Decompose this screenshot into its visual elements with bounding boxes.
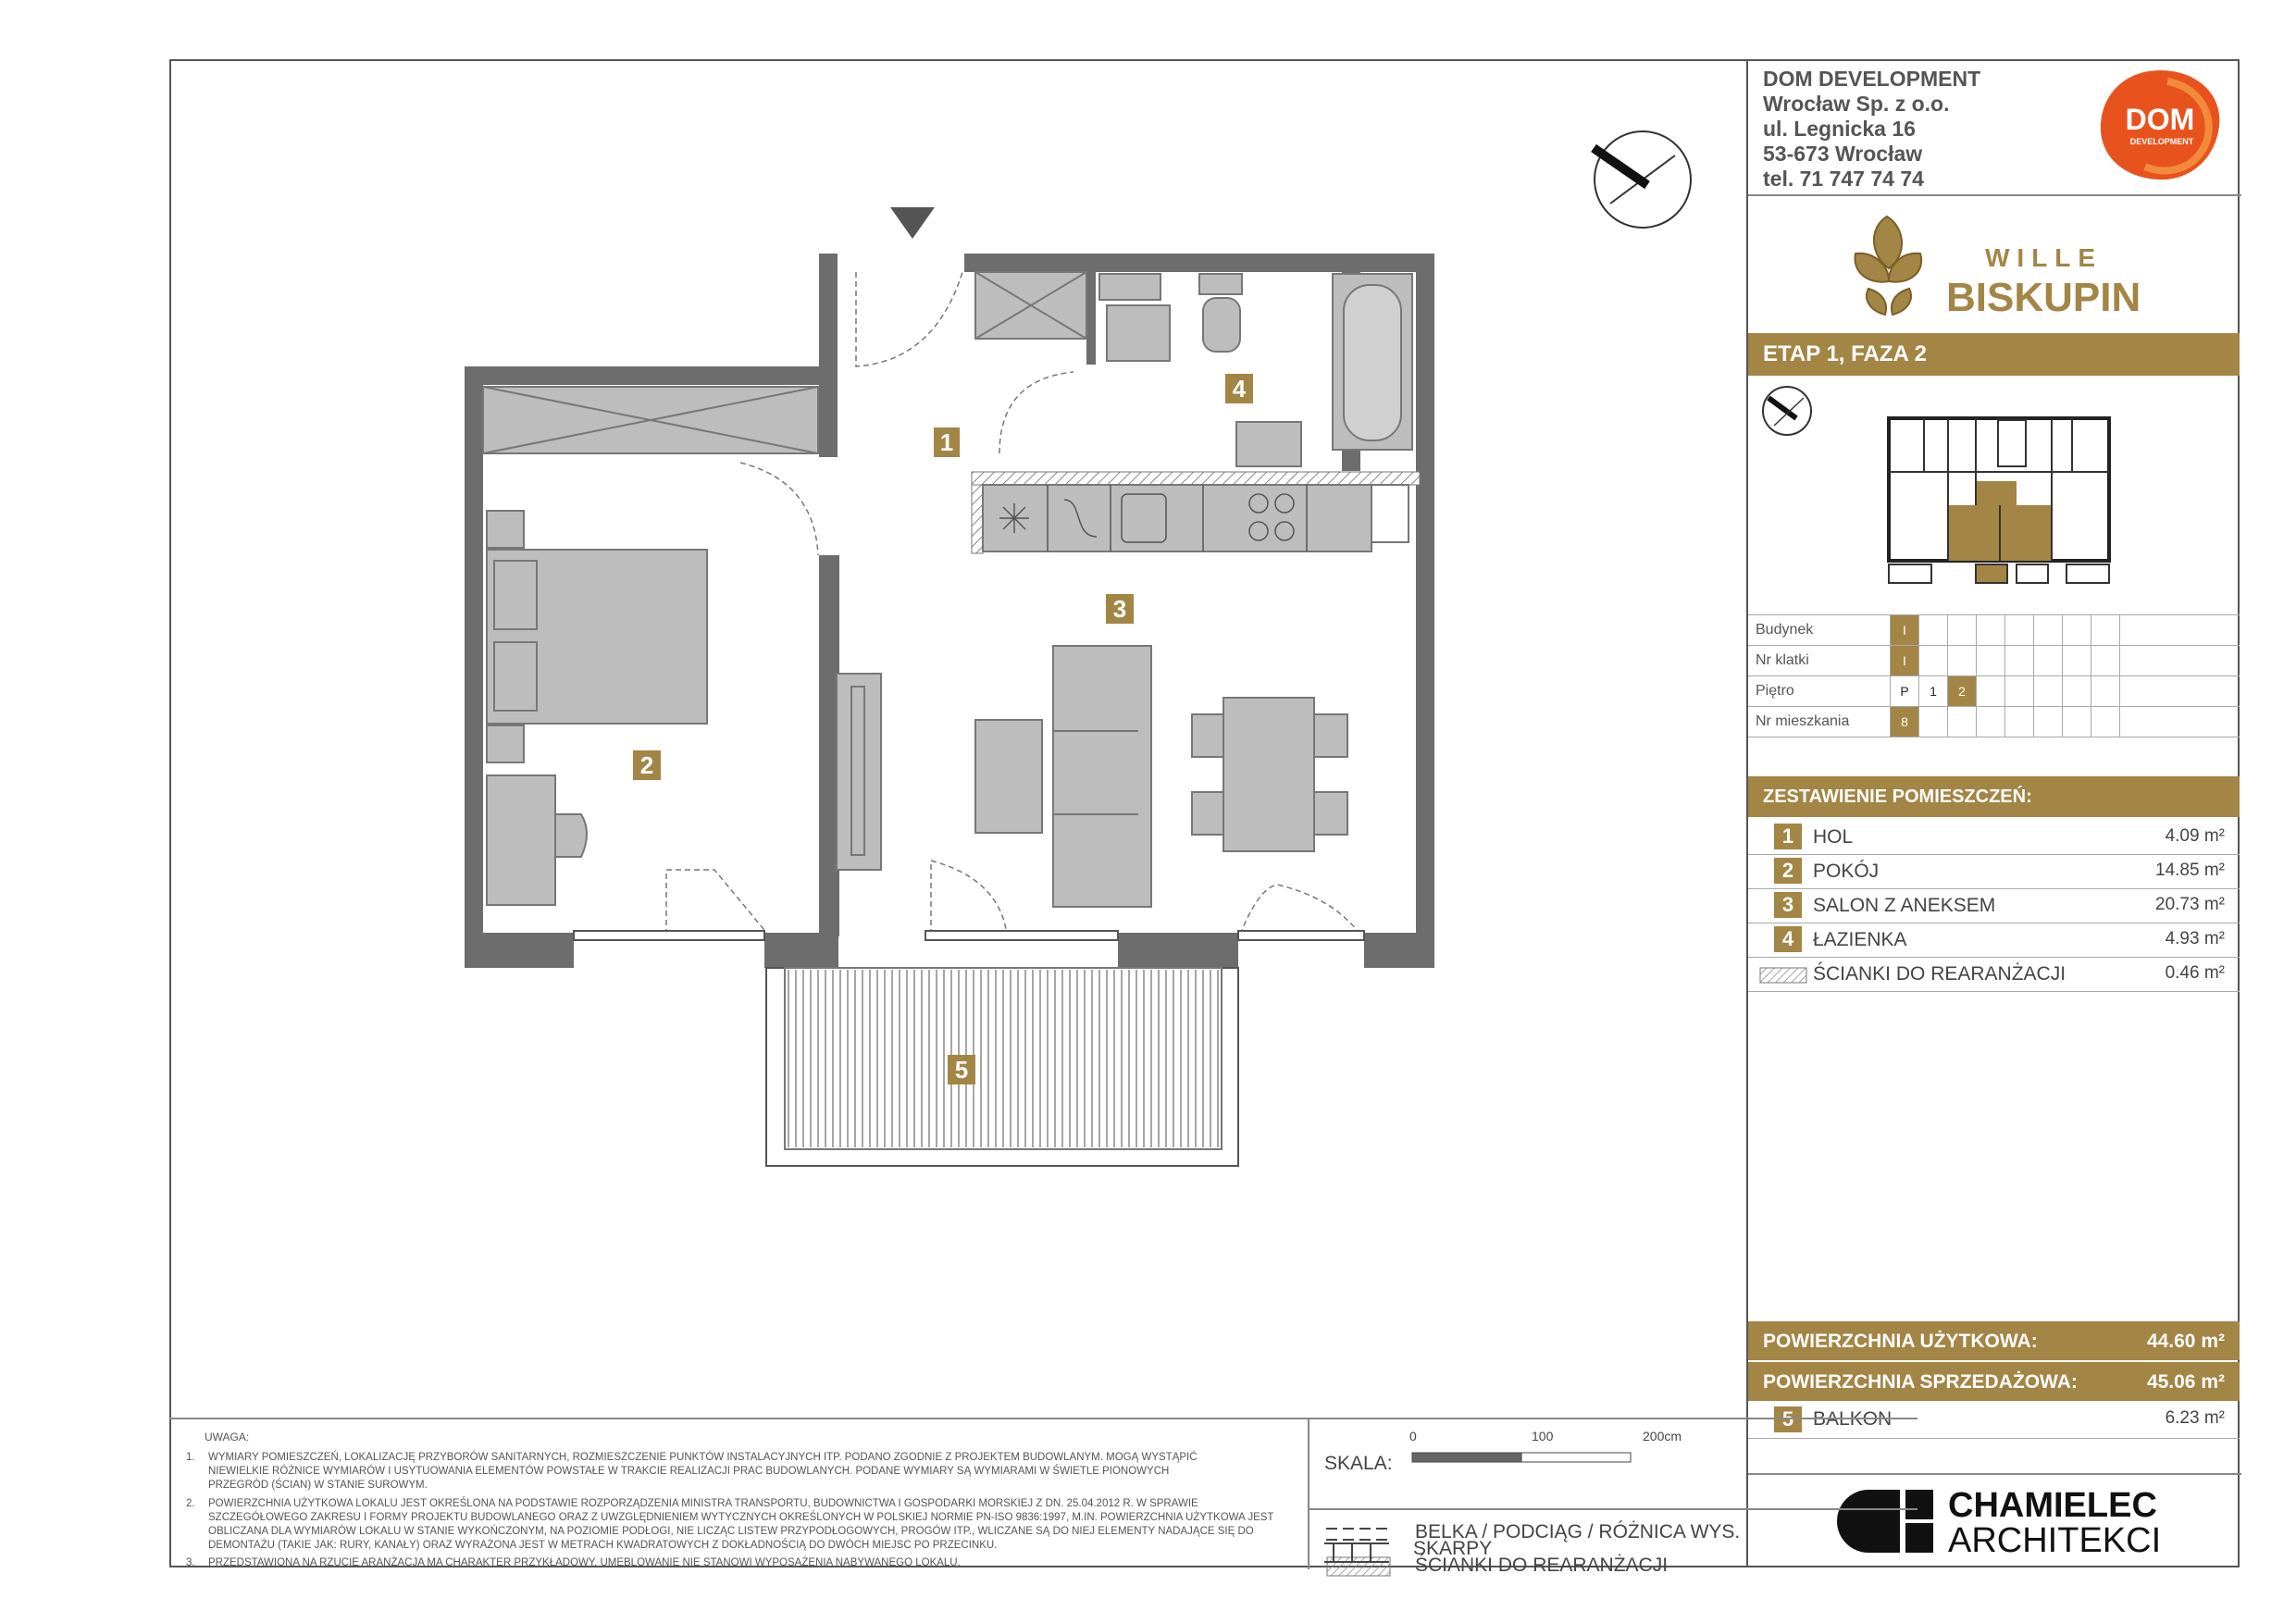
room-number: 4 — [1774, 926, 1802, 952]
unit-info-cell — [2091, 615, 2119, 645]
unit-info-cell — [1918, 615, 1947, 645]
scale-label: SKALA: — [1324, 1453, 1393, 1474]
room-area: 4.09 m² — [2165, 826, 2225, 846]
svg-text:4: 4 — [1232, 375, 1247, 403]
room-number: 5 — [1774, 1406, 1802, 1432]
svg-text:WILLE: WILLE — [1985, 243, 2104, 272]
room-number: 1 — [1774, 824, 1802, 849]
unit-info-cell — [2091, 646, 2119, 675]
room-badge-2 — [633, 750, 661, 780]
unit-info-cell — [1947, 707, 1976, 737]
balcony-label: BALKON — [1813, 1408, 1893, 1430]
unit-info-cell: 1 — [1918, 676, 1947, 706]
scale-tick-0: 0 — [1409, 1429, 1417, 1443]
room-row — [1748, 889, 2240, 923]
unit-info-cell — [2091, 676, 2119, 706]
living-furniture — [837, 646, 1347, 907]
building-key-plan — [1887, 416, 2111, 594]
windows — [574, 931, 1364, 940]
unit-info-cell: P — [1890, 676, 1918, 706]
partitions-name: ŚCIANKI DO REARANŻACJI — [1813, 963, 2066, 985]
balcony-row — [1748, 1403, 2240, 1439]
unit-info-cell: 2 — [1947, 676, 1976, 706]
room-number: 3 — [1774, 892, 1802, 918]
bathroom-fixtures — [1099, 274, 1412, 466]
unit-info-cell — [2033, 615, 2062, 645]
dom-development-logo — [2095, 67, 2225, 185]
legend-text: BELKA / PODCIĄG / RÓŻNICA WYS. — [1415, 1521, 1741, 1542]
unit-info-cell — [1976, 676, 2004, 706]
unit-info-label: Nr klatki — [1756, 652, 1809, 668]
rooms-header: ZESTAWIENIE POMIESZCZEŃ: — [1748, 776, 2240, 817]
scale-tick-100: 100 — [1532, 1429, 1554, 1443]
unit-info-cell: 8 — [1890, 707, 1918, 737]
svg-text:DOM: DOM — [2125, 103, 2195, 136]
svg-text:BISKUPIN: BISKUPIN — [1946, 275, 2141, 320]
architect-name: CHAMIELEC — [1948, 1486, 2157, 1525]
legend-sill-row — [1308, 1540, 1909, 1566]
unit-info-cell — [2033, 646, 2062, 675]
note-number: 2. — [186, 1498, 195, 1509]
unit-info-row — [1748, 707, 2240, 737]
unit-info-row — [1748, 614, 2240, 646]
usable-area-label: POWIERZCHNIA UŻYTKOWA: — [1763, 1331, 2038, 1352]
note-line: POWIERZCHNIA UŻYTKOWA LOKALU JEST OKREŚLONA NA PODSTAWIE ROZPORZĄDZENIA MINISTRA TRANSPORTU, BUDOWNICTWA I GOSPODARKI MORSKIEJ Z DN. 25.04.2012 R. W SPRAWIE — [208, 1498, 1198, 1509]
note-line: OBLICZANA DLA WYMIARÓW LOKALU W STANIE WYKOŃCZONYM, NA POZIOMIE PODŁOGI, NIE LICZĄC LISTEW PRZYPODŁOGOWYCH, PROGÓW ITP., WLICZANE SĄ DO NIEJ ELEMENTY NADAJĄCE SIĘ DO — [208, 1526, 1254, 1537]
note-line: SZCZEGÓŁOWEGO ZAKRESU I FORMY PROJEKTU BUDOWLANEGO ORAZ Z UWZGLĘDNIENIEM WYTYCZNYCH OKREŚLONYCH W POLSKIEJ NORMIE PN-ISO 9836:1997, M.IN. POWIERZCHNIA UŻYTKOWA JEST — [208, 1512, 1274, 1523]
unit-info-cell — [2062, 676, 2091, 706]
unit-info-cell — [2119, 707, 2148, 737]
unit-info-cell — [2119, 615, 2148, 645]
partitions-row — [1748, 958, 2240, 992]
room-area: 4.93 m² — [2165, 929, 2225, 948]
room-row — [1748, 923, 2240, 958]
svg-text:3: 3 — [1112, 595, 1127, 623]
unit-info-cell — [1918, 707, 1947, 737]
balcony — [766, 968, 1238, 1166]
room-name: HOL — [1813, 826, 1854, 848]
sales-area-label: POWIERZCHNIA SPRZEDAŻOWA: — [1763, 1371, 2078, 1393]
company-line: DOM DEVELOPMENT — [1763, 67, 1981, 91]
svg-text:DEVELOPMENT: DEVELOPMENT — [2129, 137, 2194, 146]
unit-info-cell — [2033, 707, 2062, 737]
room-name: POKÓJ — [1813, 861, 1880, 882]
room-area: 14.85 m² — [2155, 861, 2225, 880]
unit-info-cell — [2091, 707, 2119, 737]
svg-text:1: 1 — [939, 428, 954, 456]
unit-info-cell — [1947, 646, 1976, 675]
unit-info-label: Nr mieszkania — [1756, 713, 1850, 729]
svg-text:5: 5 — [954, 1056, 969, 1084]
note-line: PRZEGRÓD (ŚCIAN) W STANIE SUROWYM. — [208, 1480, 428, 1491]
note-number: 1. — [186, 1452, 195, 1463]
unit-info-cell — [2033, 676, 2062, 706]
company-line: Wrocław Sp. z o.o. — [1763, 92, 1950, 116]
room-badge-1 — [934, 427, 960, 457]
legend-text: SKARPY — [1413, 1538, 1493, 1559]
note-line: PRZEDSTAWIONA NA RZUCIE ARANŻACJA MA CHARAKTER PRZYKŁADOWY, UMEBLOWANIE NIE STANOWI WYPOSAŻENIA NABYWANEGO LOKALU. — [208, 1557, 961, 1568]
unit-info-cell — [1947, 615, 1976, 645]
unit-info-row — [1748, 676, 2240, 707]
partitions-area: 0.46 m² — [2165, 963, 2225, 983]
room-name: SALON Z ANEKSEM — [1813, 895, 1996, 916]
company-line: ul. Legnicka 16 — [1763, 117, 1916, 141]
hatch-icon — [1759, 967, 1807, 984]
room-name: ŁAZIENKA — [1813, 929, 1907, 950]
note-line: NIEWIELKIE RÓŻNICE WYMIARÓW I USYTUOWANIA ELEMENTÓW POWSTAŁE W TRAKCIE REALIZACJI PRAC BUDOWLANYCH. PODANE WYMIARY SĄ WYMIARAMI W ŚWIETLE PIONOWYCH — [208, 1466, 1170, 1477]
room-area: 20.73 m² — [2155, 895, 2225, 914]
room-badge-3 — [1106, 594, 1134, 624]
north-arrow-icon — [1594, 131, 1691, 228]
unit-info-cell — [2119, 676, 2148, 706]
entrance-arrow-icon — [890, 207, 935, 239]
svg-text:2: 2 — [639, 751, 654, 779]
unit-info-row — [1748, 646, 2240, 676]
sales-area-value: 45.06 m² — [2146, 1371, 2225, 1393]
sill-icon — [1324, 1540, 1389, 1564]
architect-subtitle: ARCHITEKCI — [1948, 1521, 2162, 1560]
bedroom-furniture — [487, 511, 707, 905]
unit-info-cell — [2004, 676, 2033, 706]
wardrobes — [483, 272, 1086, 453]
unit-info-cell: I — [1890, 615, 1918, 645]
room-badge-4 — [1225, 374, 1253, 403]
stage-banner: ETAP 1, FAZA 2 — [1748, 333, 2240, 376]
room-number: 2 — [1774, 858, 1802, 884]
unit-info-label: Piętro — [1756, 683, 1794, 699]
unit-info-cell — [2062, 707, 2091, 737]
note-line: DEMONTAŻU (TAKIE JAK: RURY, KANAŁY) ORAZ WYRAŻONA JEST W METRACH KWADRATOWYCH Z DOKŁADNOŚCIĄ DO DWÓCH MIEJSC PO PRZECINKU. — [208, 1540, 998, 1551]
usable-area-value: 44.60 m² — [2146, 1331, 2225, 1352]
kitchen-counter — [972, 472, 1420, 553]
room-row — [1748, 821, 2240, 855]
info-sidebar — [1746, 59, 2240, 1567]
company-line: tel. 71 747 74 74 — [1763, 167, 1924, 191]
sales-area-bar — [1748, 1362, 2240, 1401]
unit-info-cell — [2004, 646, 2033, 675]
balcony-area: 6.23 m² — [2165, 1408, 2225, 1428]
unit-info-cell — [1976, 646, 2004, 675]
unit-info-table — [1748, 614, 2240, 737]
unit-info-cell: I — [1890, 646, 1918, 675]
unit-info-cell — [2004, 707, 2033, 737]
mini-north-arrow-icon — [1759, 383, 1815, 439]
unit-info-cell — [1976, 615, 2004, 645]
note-number: 3. — [186, 1557, 195, 1568]
scale-tick-200: 200cm — [1643, 1429, 1682, 1443]
usable-area-bar — [1748, 1321, 2240, 1360]
company-address — [1763, 67, 1980, 192]
legend-text: ŚCIANKI DO REARANŻACJI — [1415, 1555, 1669, 1576]
notes-title: UWAGA: — [205, 1431, 250, 1443]
note-line: WYMIARY POMIESZCZEŃ, LOKALIZACJĘ PRZYBORÓW SANITARNYCH, ROZMIESZCZENIE PUNKTÓW INSTALACYJNYCH ITP. PODANO ZGODNIE Z PROJEKTEM BUDOWLANYM. MOGĄ WYSTĄPIĆ — [208, 1452, 1198, 1463]
company-line: 53-673 Wrocław — [1763, 142, 1923, 166]
unit-info-cell — [1918, 646, 1947, 675]
unit-info-cell — [2004, 615, 2033, 645]
unit-info-cell — [1976, 707, 2004, 737]
unit-info-cell — [2119, 646, 2148, 675]
unit-info-label: Budynek — [1756, 622, 1814, 638]
room-row — [1748, 855, 2240, 889]
room-badge-5 — [948, 1055, 975, 1084]
unit-info-cell — [2062, 646, 2091, 675]
unit-info-cell — [2062, 615, 2091, 645]
